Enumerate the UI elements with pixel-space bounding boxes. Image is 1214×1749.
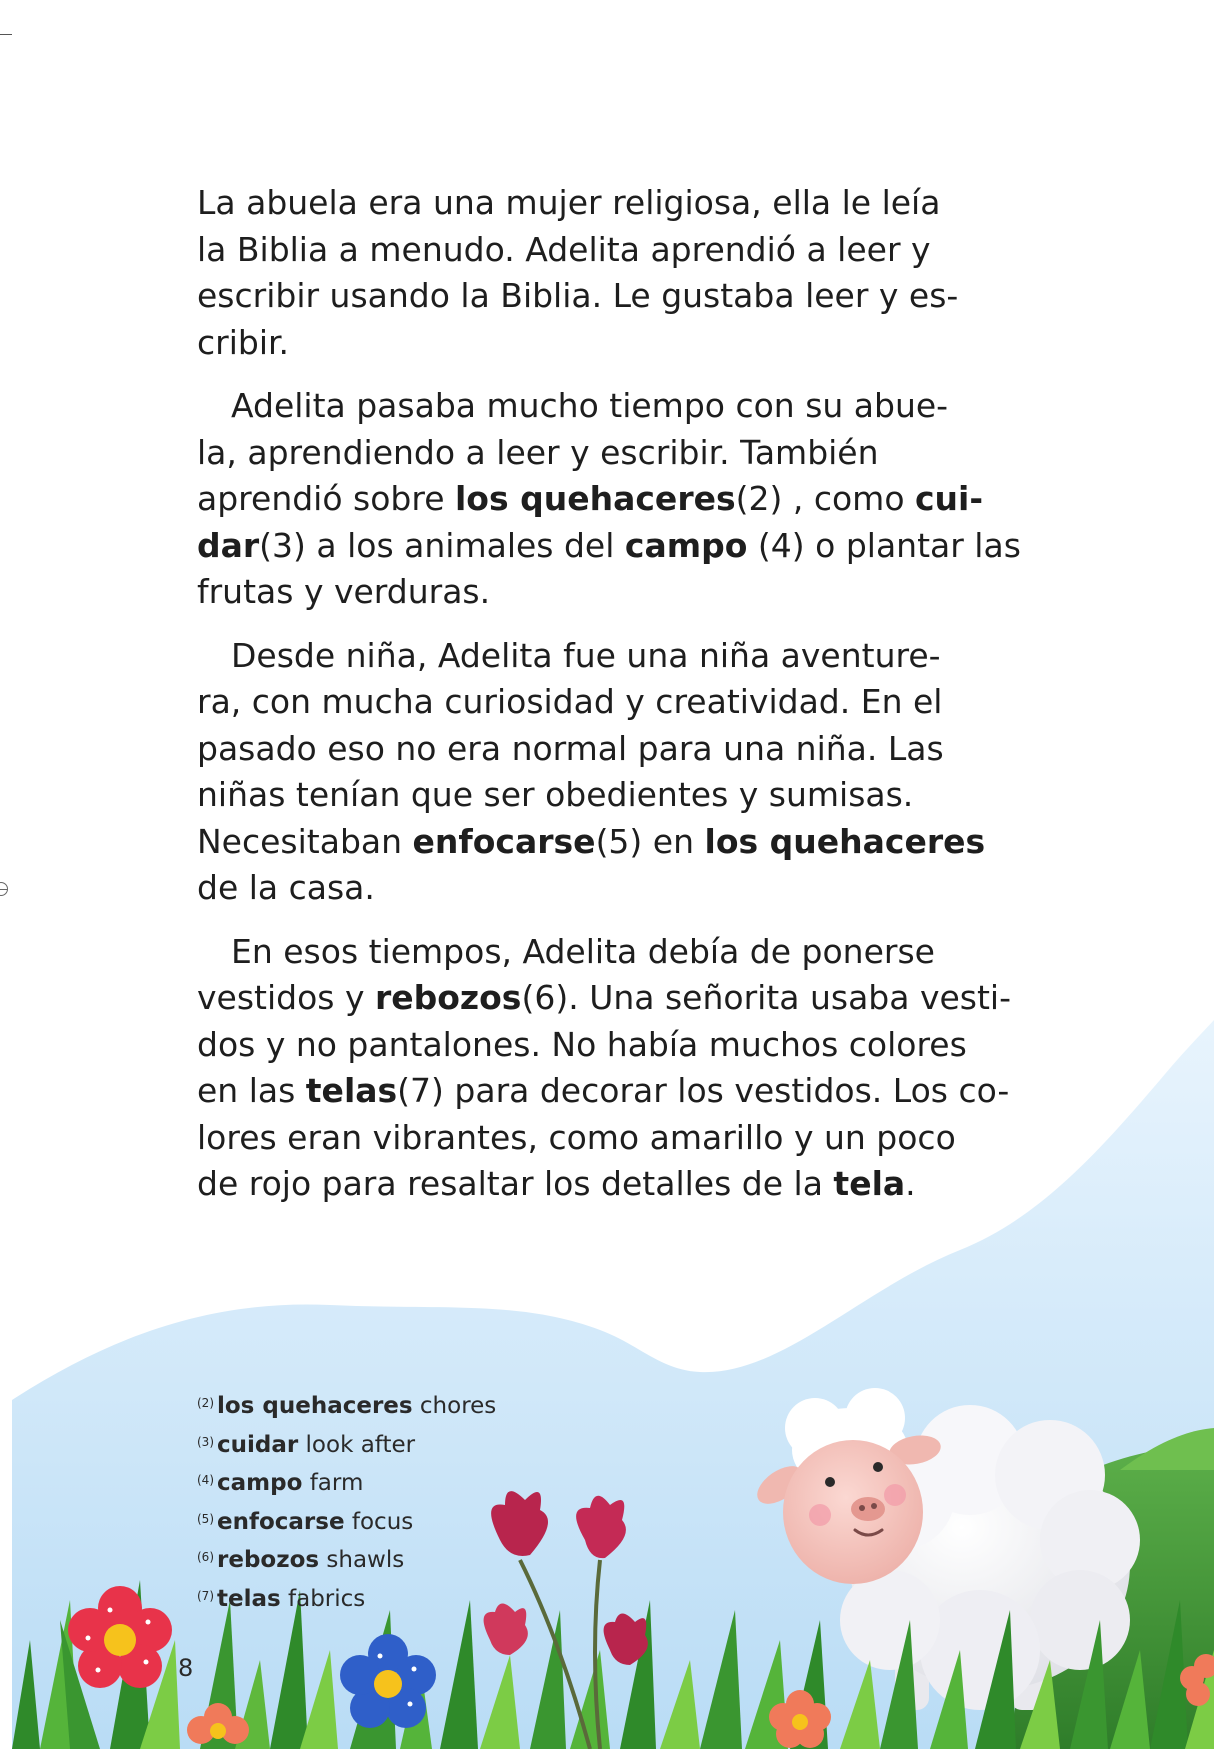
- glossary-term: telas: [217, 1585, 281, 1612]
- text-run: En esos tiempos, Adelita debía de ponerse: [231, 931, 935, 971]
- text-run: (7) para decorar los vestidos. Los co-: [397, 1071, 1010, 1110]
- glossary-number: (7): [197, 1588, 214, 1603]
- text-run: en las: [197, 1071, 306, 1110]
- text-run: (4) o plantar las: [747, 525, 1021, 565]
- glossary-number: (2): [197, 1396, 214, 1410]
- text-run: dos y no pantalones. No había muchos colores: [197, 1024, 967, 1064]
- text-run: Desde niña, Adelita fue una niña aventure-: [231, 635, 941, 675]
- text-run: niñas tenían que ser obedientes y sumisas.: [197, 775, 914, 814]
- text-run: frutas y verduras.: [197, 572, 491, 611]
- text-run: (3) a los animales del: [259, 525, 625, 565]
- text-run: vestidos y: [197, 978, 375, 1017]
- paragraph-2: [197, 383, 1081, 616]
- vocabulary-term: los quehaceres: [455, 479, 736, 518]
- text-run: la, aprendiendo a leer y escribir. También: [197, 432, 879, 472]
- glossary-translation: fabrics: [280, 1585, 366, 1612]
- glossary-item: [197, 1463, 557, 1502]
- text-run: .: [905, 1164, 916, 1203]
- text-run: de la casa.: [197, 868, 375, 907]
- text-run: la Biblia a menudo. Adelita aprendió a leer y: [197, 229, 931, 269]
- text-run: pasado eso no era normal para una niña. Las: [197, 728, 944, 768]
- paragraph-3: [197, 633, 1081, 912]
- vocabulary-term: tela: [833, 1164, 906, 1203]
- glossary-term: los quehaceres: [217, 1393, 413, 1419]
- glossary-number: (5): [197, 1511, 214, 1526]
- glossary-term: campo: [217, 1470, 303, 1497]
- vocabulary-term: dar: [197, 525, 260, 565]
- text-run: (2) , como: [735, 479, 915, 518]
- text-run: ra, con mucha curiosidad y creatividad. En el: [197, 682, 943, 721]
- text-run: Necesitaban: [197, 821, 413, 861]
- vocabulary-term: telas: [305, 1071, 398, 1110]
- text-run: de rojo para resaltar los detalles de la: [197, 1164, 834, 1203]
- vocabulary-term: los quehaceres: [704, 821, 986, 861]
- glossary-translation: focus: [344, 1508, 414, 1535]
- glossary-translation: look after: [298, 1431, 416, 1458]
- text-run: aprendió sobre: [197, 479, 455, 518]
- page-number: 8: [178, 1654, 194, 1682]
- glossary-term: cuidar: [217, 1431, 299, 1458]
- glossary-translation: chores: [412, 1393, 497, 1419]
- glossary-item: [197, 1502, 557, 1541]
- text-run: escribir usando la Biblia. Le gustaba leer y es-: [197, 276, 959, 315]
- text-run: lores eran vibrantes, como amarillo y un poco: [197, 1117, 956, 1157]
- vocabulary-glossary: [197, 1386, 557, 1618]
- glossary-number: (3): [197, 1434, 214, 1449]
- glossary-term: enfocarse: [217, 1508, 345, 1535]
- glossary-translation: shawls: [319, 1547, 405, 1574]
- glossary-item: [197, 1386, 557, 1425]
- vocabulary-term: campo: [624, 525, 748, 565]
- text-run: Adelita pasaba mucho tiempo con su abue-: [231, 386, 949, 425]
- glossary-item: [197, 1540, 557, 1579]
- glossary-item: [197, 1579, 557, 1618]
- paragraph-1: [197, 180, 1081, 366]
- glossary-term: rebozos: [217, 1547, 320, 1574]
- glossary-item: [197, 1425, 557, 1464]
- text-run: cribir.: [197, 322, 290, 362]
- vocabulary-term: rebozos: [374, 978, 522, 1017]
- vocabulary-term: enfocarse: [412, 821, 596, 861]
- text-run: (5) en: [595, 821, 705, 861]
- vocabulary-term: cui-: [915, 479, 984, 518]
- glossary-translation: farm: [302, 1470, 364, 1497]
- text-run: La abuela era una mujer religiosa, ella le leía: [197, 183, 941, 222]
- paragraph-4: [197, 929, 1081, 1208]
- glossary-number: (4): [197, 1473, 214, 1488]
- story-text: [197, 180, 1081, 1225]
- text-run: (6). Una señorita usaba vesti-: [521, 978, 1011, 1017]
- glossary-number: (6): [197, 1550, 214, 1565]
